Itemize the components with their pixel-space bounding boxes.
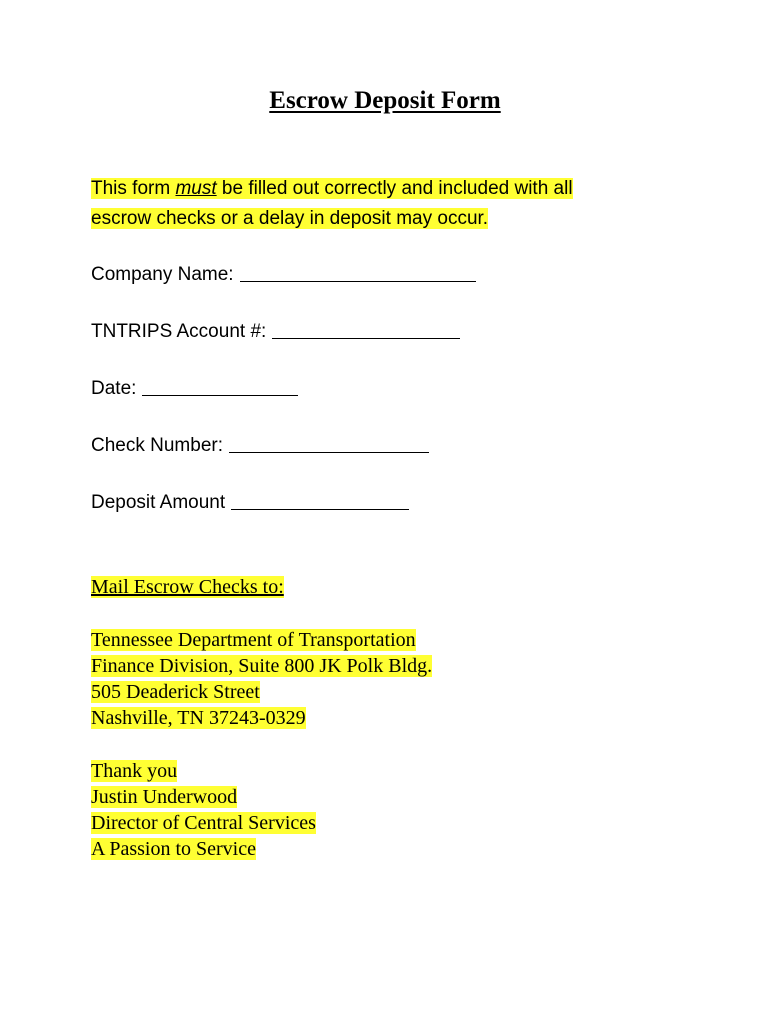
address-line: Nashville, TN 37243-0329 [91, 707, 306, 729]
tntrips-account-label: TNTRIPS Account #: [91, 321, 267, 342]
date-input[interactable] [142, 377, 298, 396]
form-title-text: Escrow Deposit Form [269, 87, 501, 114]
signature-line: A Passion to Service [91, 838, 256, 860]
mail-heading-text: Mail Escrow Checks to: [91, 576, 284, 598]
address-line: Tennessee Department of Transportation [91, 629, 416, 651]
address-line: Finance Division, Suite 800 JK Polk Bldg. [91, 655, 433, 677]
deposit-amount-field [91, 489, 409, 516]
company-name-input[interactable] [240, 263, 476, 282]
signature-line: Thank you [91, 760, 178, 782]
date-label: Date: [91, 378, 137, 399]
signature-line: Director of Central Services [91, 812, 316, 834]
deposit-amount-input[interactable] [231, 491, 409, 510]
notice-line-2: escrow checks or a delay in deposit may occur. [91, 208, 489, 229]
check-number-input[interactable] [229, 434, 429, 453]
company-name-label: Company Name: [91, 264, 234, 285]
check-number-label: Check Number: [91, 435, 223, 456]
signature-block [91, 758, 316, 862]
tntrips-account-field [91, 318, 460, 345]
signature-line: Justin Underwood [91, 786, 238, 808]
deposit-amount-label: Deposit Amount [91, 492, 226, 513]
instruction-notice [91, 174, 691, 234]
notice-after: be filled out correctly and included with all [216, 178, 573, 199]
notice-before: This form [91, 178, 176, 199]
notice-emphasis: must [175, 178, 217, 199]
date-field [91, 375, 298, 402]
tntrips-account-input[interactable] [272, 320, 460, 339]
mail-heading [91, 574, 284, 600]
form-title [0, 84, 770, 118]
company-name-field [91, 261, 476, 288]
check-number-field [91, 432, 429, 459]
address-line: 505 Deaderick Street [91, 681, 260, 703]
notice-line-1 [91, 178, 573, 199]
mailing-address [91, 627, 432, 731]
